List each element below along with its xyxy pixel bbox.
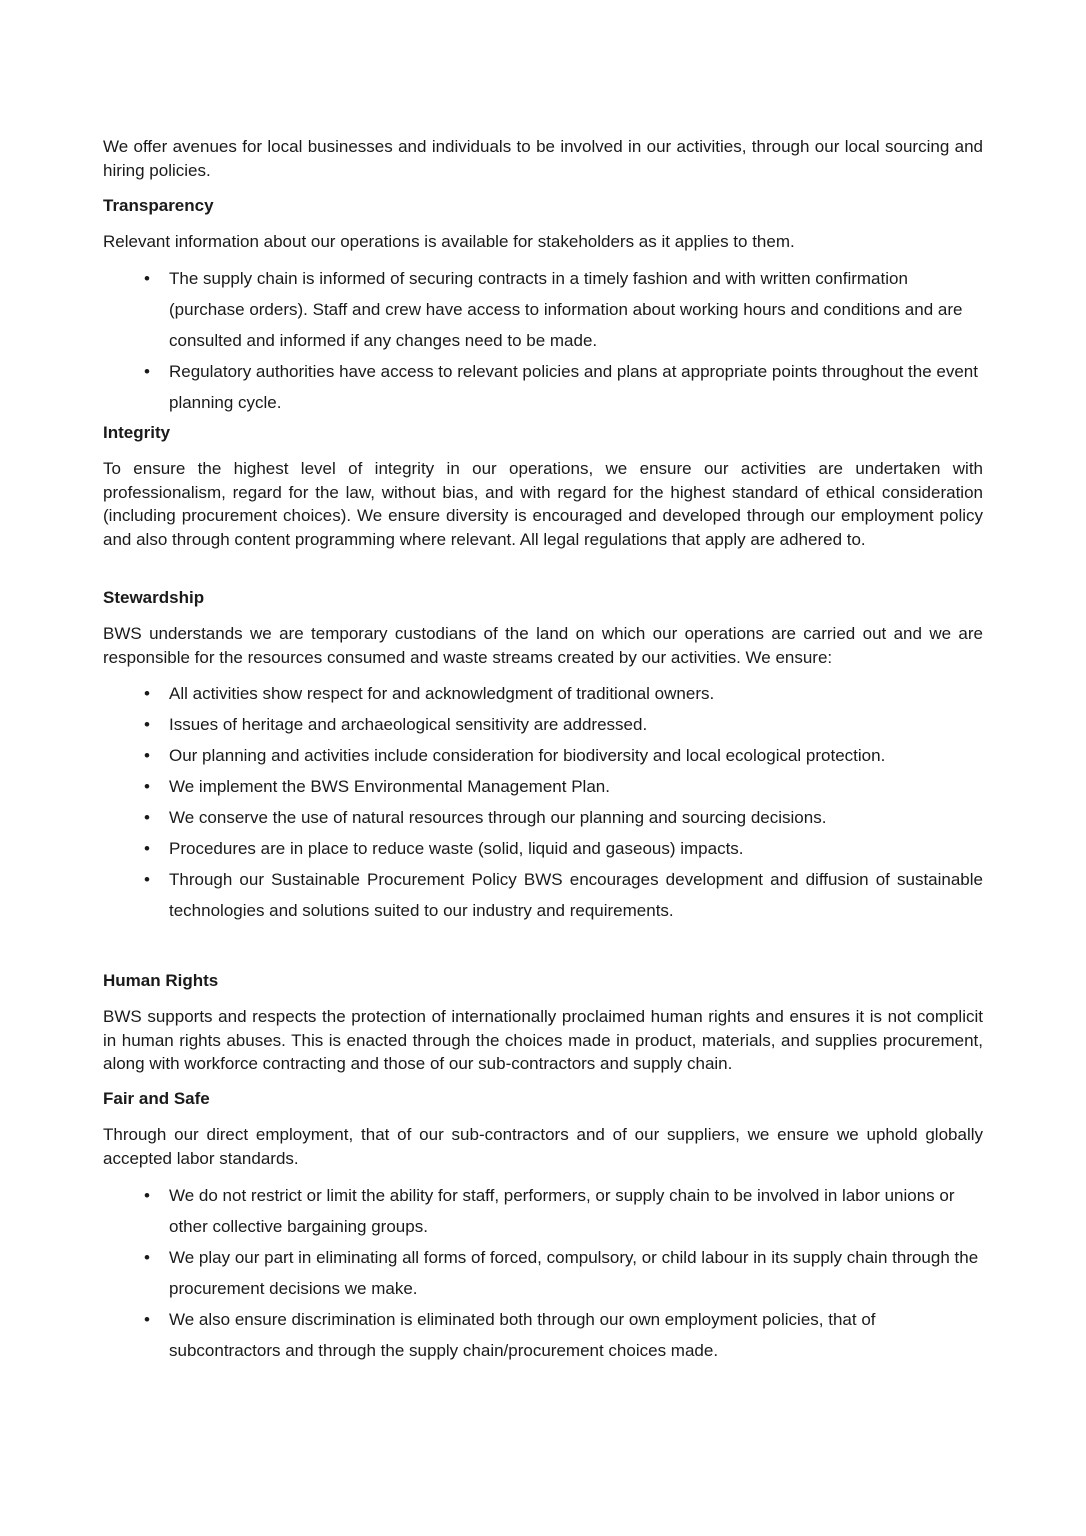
list-item-text: We play our part in eliminating all forms of forced, compulsory, or child labour in its supply chain through the procurement decisions we make.	[169, 1248, 979, 1298]
fair-and-safe-paragraph: Through our direct employment, that of our sub-contractors and of our suppliers, we ensure we uphold globally accepted labor standards.	[103, 1125, 983, 1168]
list-item-text: We also ensure discrimination is eliminated both through our own employment policies, that of subcontractors and through the supply chain/procurement choices made.	[169, 1310, 876, 1360]
list-item	[0, 356, 983, 418]
heading-fair-and-safe: Fair and Safe	[103, 1089, 210, 1108]
heading-integrity: Integrity	[103, 423, 171, 442]
bullet-icon: •	[144, 684, 150, 703]
list-item-text: Our planning and activities include consideration for biodiversity and local ecological protection.	[169, 746, 886, 765]
list-item	[0, 1242, 983, 1304]
bullet-icon: •	[144, 777, 150, 796]
bullet-icon: •	[144, 808, 150, 827]
intro-paragraph: We offer avenues for local businesses and individuals to be involved in our activities, through our local sourcing and hiring policies.	[103, 137, 983, 180]
bullet-icon: •	[144, 715, 150, 734]
bullet-icon: •	[144, 1248, 150, 1267]
list-item	[0, 678, 983, 709]
list-item-text: Through our Sustainable Procurement Policy BWS encourages development and diffusion of sustainable technologies and solutions suited to our industry and requirements.	[169, 870, 983, 920]
list-item	[0, 1304, 983, 1366]
list-item	[0, 833, 983, 864]
list-item	[0, 802, 983, 833]
bullet-icon: •	[144, 1310, 150, 1329]
bullet-icon: •	[144, 1186, 150, 1205]
list-item	[0, 1180, 983, 1242]
list-item	[0, 709, 983, 740]
fair-and-safe-list	[0, 1180, 1086, 1366]
list-item	[0, 771, 983, 802]
stewardship-paragraph: BWS understands we are temporary custodians of the land on which our operations are carried out and we are responsible for the resources consumed and waste streams created by our activities. We ensure:	[103, 624, 983, 667]
list-item-text: We do not restrict or limit the ability for staff, performers, or supply chain to be involved in labor unions or other collective bargaining groups.	[169, 1186, 955, 1236]
heading-stewardship: Stewardship	[103, 588, 205, 607]
list-item	[0, 740, 983, 771]
list-item-text: The supply chain is informed of securing contracts in a timely fashion and with written confirmation (purchase orders). Staff and crew have access to information about working hours and conditions and are consulted and informed if any changes need to be made.	[169, 269, 963, 350]
list-item-text: All activities show respect for and acknowledgment of traditional owners.	[169, 684, 715, 703]
bullet-icon: •	[144, 269, 150, 288]
list-item-text: Issues of heritage and archaeological sensitivity are addressed.	[169, 715, 648, 734]
list-item-text: Regulatory authorities have access to relevant policies and plans at appropriate points throughout the event planning cycle.	[169, 362, 978, 412]
bullet-icon: •	[144, 746, 150, 765]
stewardship-list	[0, 678, 1086, 926]
list-item	[0, 864, 983, 926]
integrity-paragraph: To ensure the highest level of integrity in our operations, we ensure our activities are undertaken with professionalism, regard for the law, without bias, and with regard for the highest standard of ethical consideration (including procurement choices). We ensure diversity is encouraged and developed through our employment policy and also through content programming where relevant. All legal regulations that apply are adhered to.	[103, 459, 983, 549]
transparency-paragraph: Relevant information about our operations is available for stakeholders as it applies to them.	[103, 232, 795, 251]
list-item	[0, 263, 983, 356]
human-rights-paragraph: BWS supports and respects the protection of internationally proclaimed human rights and ensures it is not complicit in human rights abuses. This is enacted through the choices made in product, materials, and supplies procurement, along with workforce contracting and those of our sub-contractors and supply chain.	[103, 1007, 983, 1073]
bullet-icon: •	[144, 870, 150, 889]
heading-transparency: Transparency	[103, 196, 214, 215]
bullet-icon: •	[144, 839, 150, 858]
list-item-text: We conserve the use of natural resources through our planning and sourcing decisions.	[169, 808, 827, 827]
bullet-icon: •	[144, 362, 150, 381]
list-item-text: Procedures are in place to reduce waste (solid, liquid and gaseous) impacts.	[169, 839, 744, 858]
list-item-text: We implement the BWS Environmental Management Plan.	[169, 777, 610, 796]
transparency-list	[0, 263, 1086, 418]
heading-human-rights: Human Rights	[103, 971, 219, 990]
